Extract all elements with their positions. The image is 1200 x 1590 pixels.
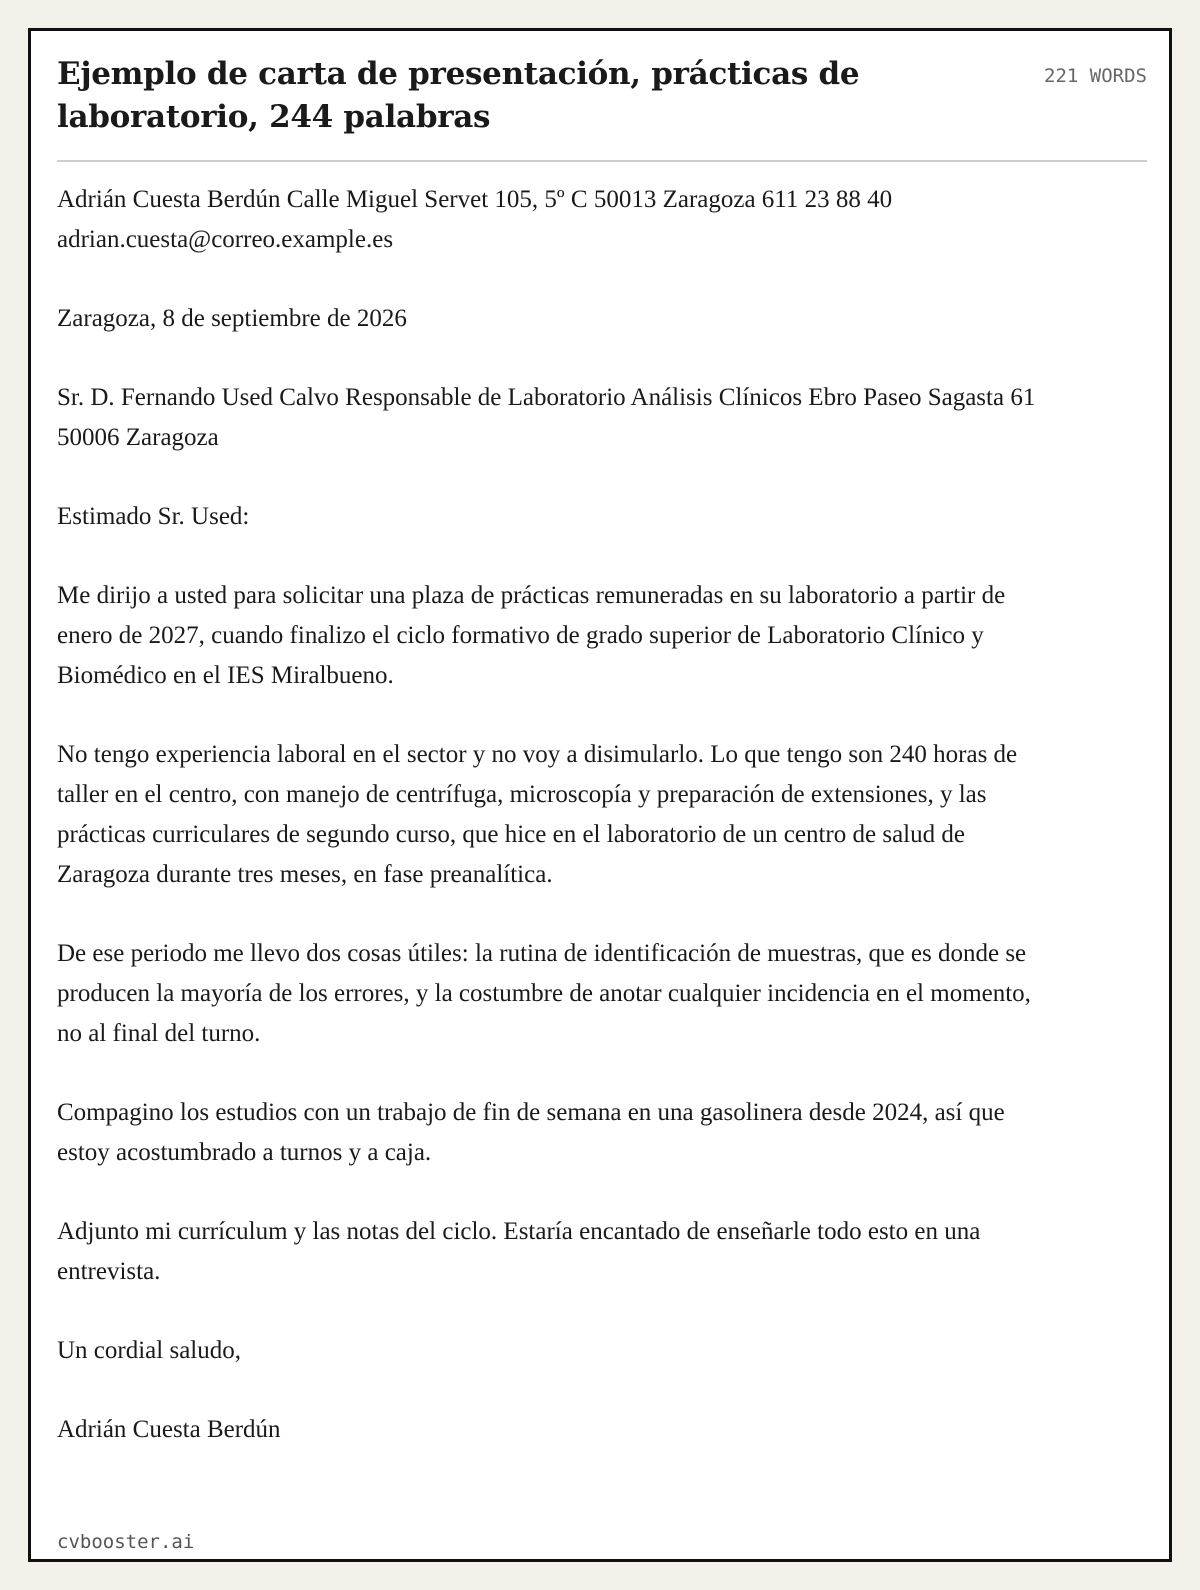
body-paragraph: Adjunto mi currículum y las notas del ciclo. Estaría encantado de enseñarle todo esto en una entrevista. <box>57 1218 981 1285</box>
brand-footer: cvbooster.ai <box>57 1531 195 1553</box>
signature: Adrián Cuesta Berdún <box>57 1416 281 1443</box>
body-paragraph: No tengo experiencia laboral en el sector y no voy a disimularlo. Lo que tengo son 240 horas de taller en el centro, con manejo de centrífuga, microscopía y preparación de extensiones, y las prácticas curriculares de segundo curso, que hice en el laboratorio de un centro de salud de Zaragoza durante tres meses, en fase preanalítica. <box>57 741 1018 888</box>
recipient-block: Sr. D. Fernando Used Calvo Responsable de Laboratorio Análisis Clínicos Ebro Paseo Sagasta 61 50006 Zaragoza <box>57 384 1036 451</box>
letter-date: Zaragoza, 8 de septiembre de 2026 <box>57 305 407 332</box>
letter-header <box>57 53 1147 163</box>
letter-body <box>57 180 1037 1450</box>
header-divider <box>57 160 1147 162</box>
body-paragraph: De ese periodo me llevo dos cosas útiles: la rutina de identificación de muestras, que es donde se producen la mayoría de los errores, y la costumbre de anotar cualquier incidencia en el momento, no al final del turno. <box>57 940 1031 1047</box>
closing: Un cordial saludo, <box>57 1337 241 1364</box>
body-paragraph: Compagino los estudios con un trabajo de fin de semana en una gasolinera desde 2024, así que estoy acostumbrado a turnos y a caja. <box>57 1099 1005 1166</box>
letter-card <box>28 28 1172 1562</box>
body-paragraph: Me dirijo a usted para solicitar una plaza de prácticas remuneradas en su laboratorio a partir de enero de 2027, cuando finalizo el ciclo formativo de grado superior de Laboratorio Clínico y Biomédico en el IES Miralbueno. <box>57 582 1006 689</box>
page-title: Ejemplo de carta de presentación, prácticas de laboratorio, 244 palabras <box>57 56 860 135</box>
sender-block: Adrián Cuesta Berdún Calle Miguel Servet 105, 5º C 50013 Zaragoza 611 23 88 40 adrian.cuesta@correo.example.es <box>57 186 893 253</box>
salutation: Estimado Sr. Used: <box>57 503 250 530</box>
word-count-badge: 221 WORDS <box>1044 65 1147 87</box>
